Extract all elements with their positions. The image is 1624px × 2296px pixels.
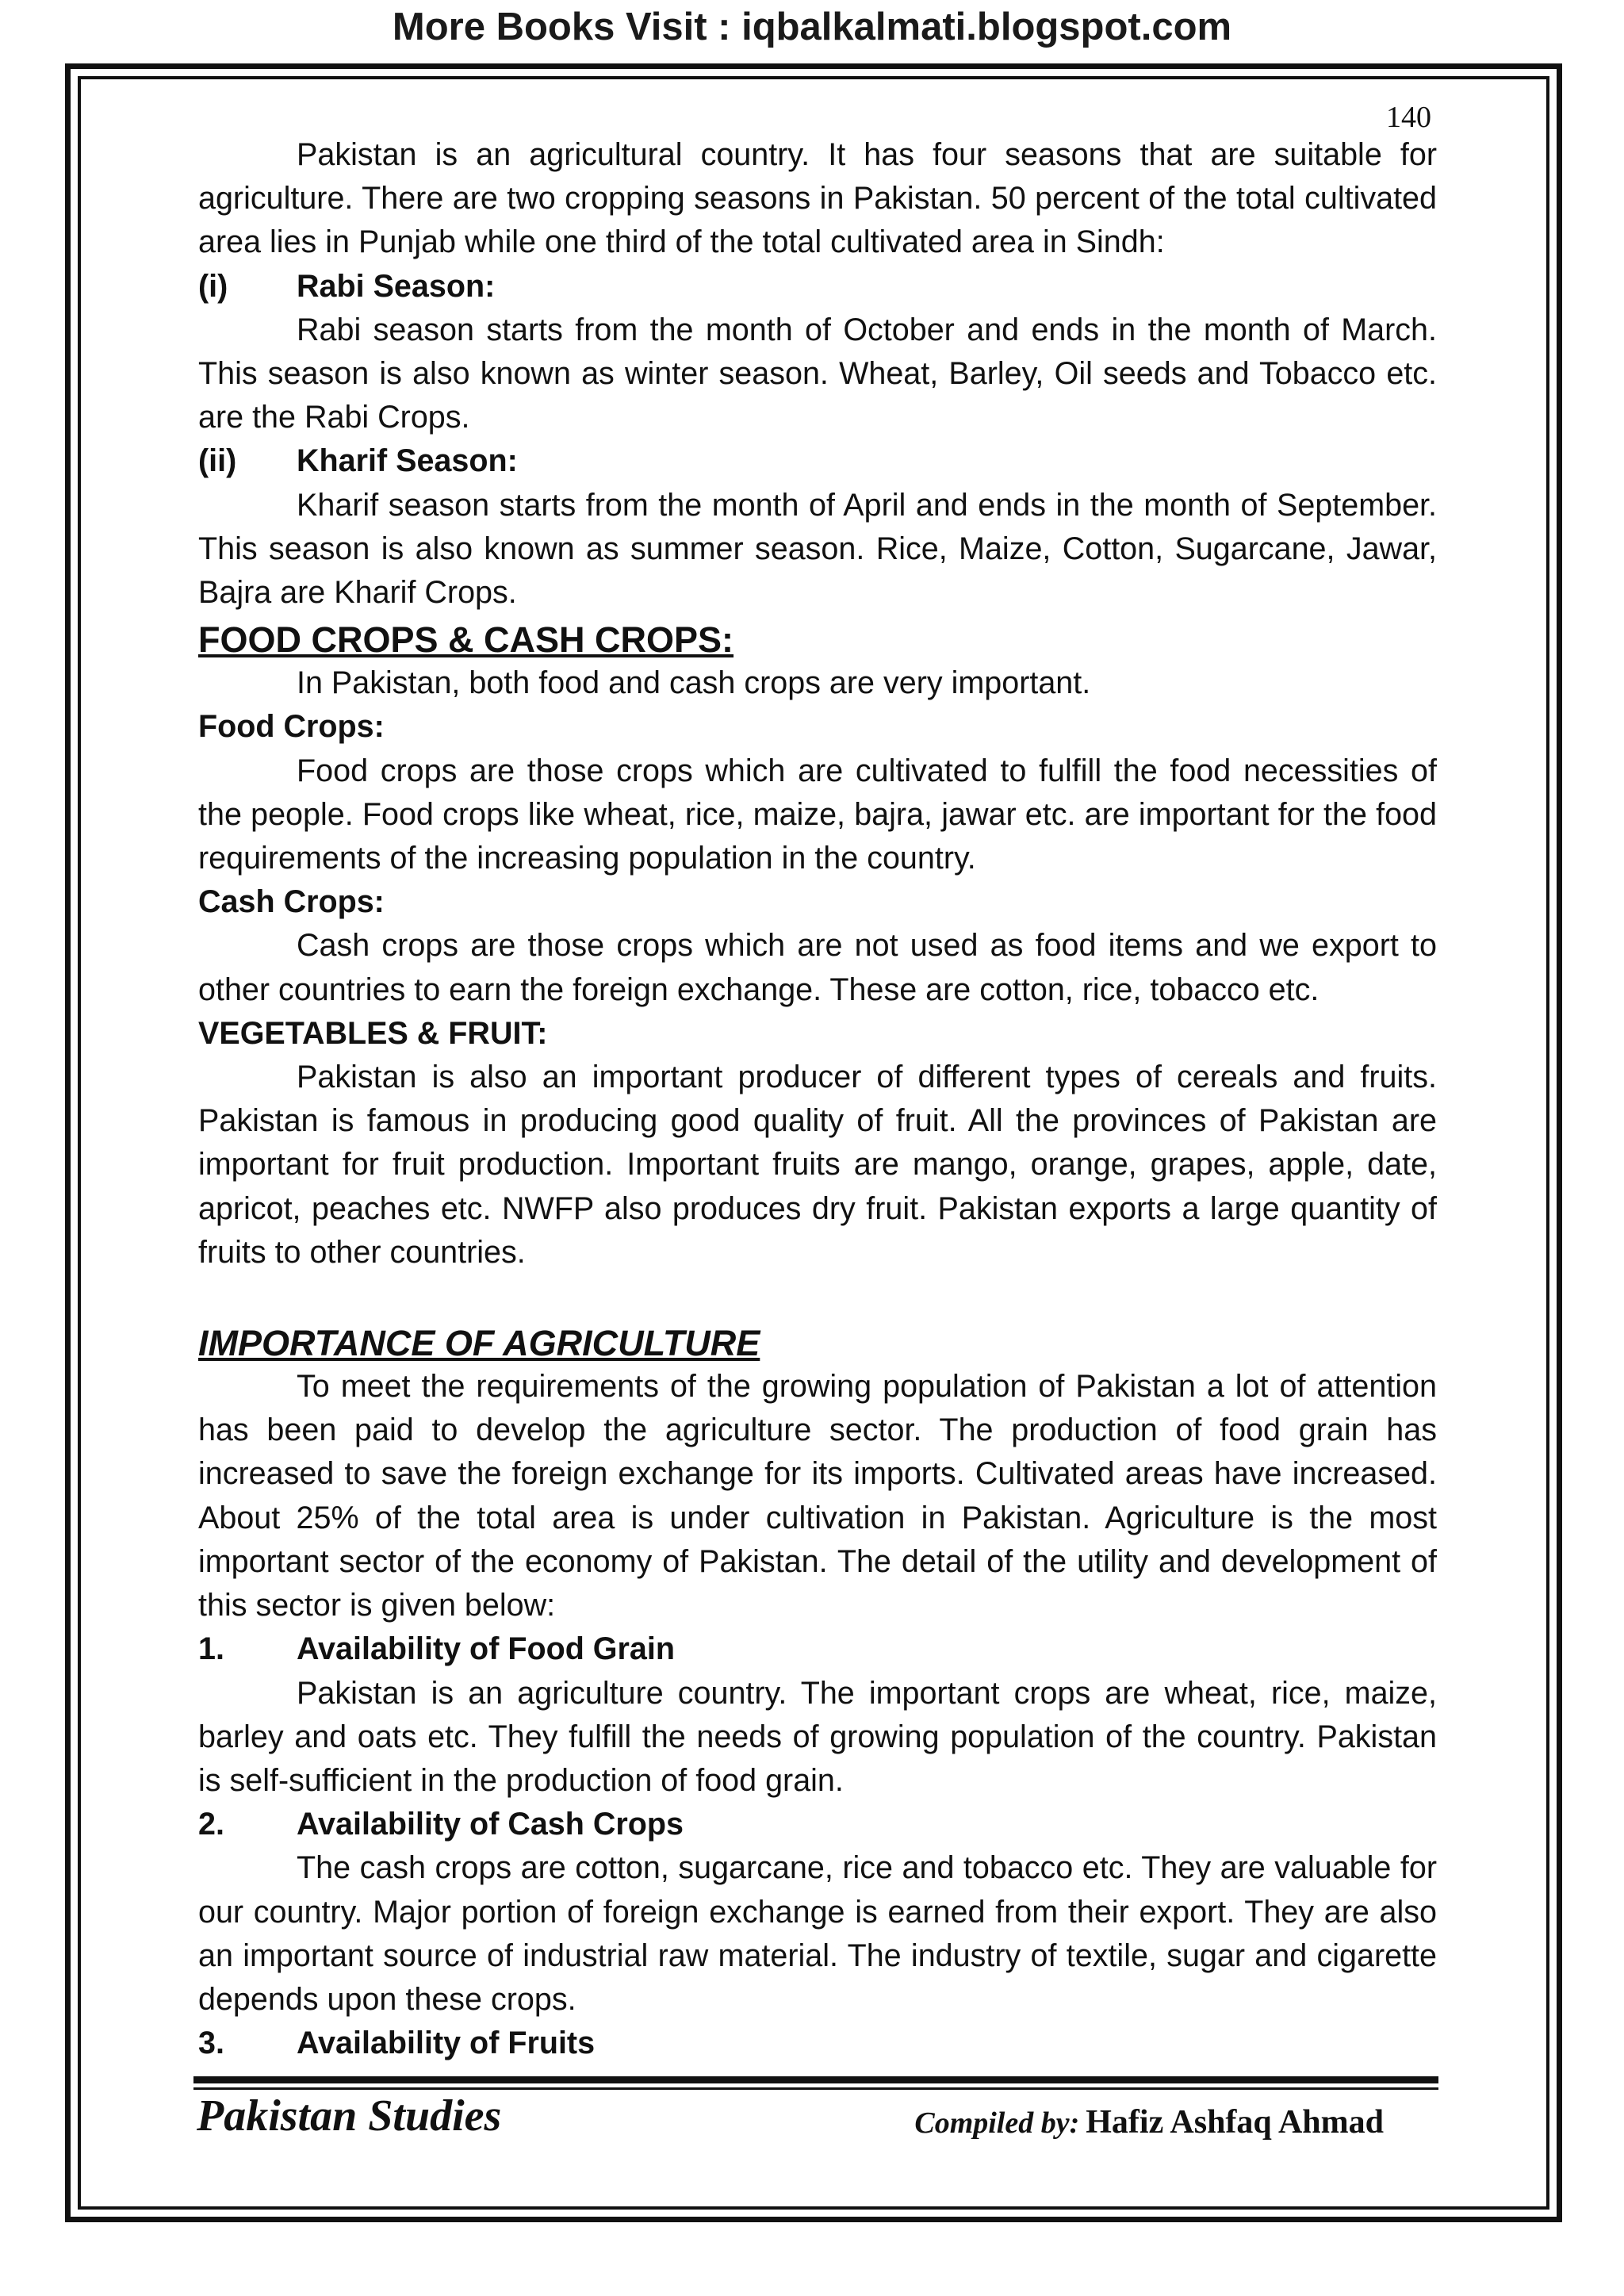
food-grain-title: Availability of Food Grain: [297, 1631, 675, 1667]
rabi-heading: [198, 265, 1437, 309]
section-spacer: [198, 1274, 1437, 1318]
fruits-availability-title: Availability of Fruits: [297, 2026, 596, 2061]
cash-crops-availability-number: 2.: [198, 1807, 224, 1842]
veg-fruit-heading: VEGETABLES & FRUIT:: [198, 1015, 548, 1051]
kharif-paragraph: Kharif season starts from the month of April and ends in the month of September. This season is also known as summer season. Rice, Maize, Cotton, Sugarcane, Jawar, Bajra are Kharif Crops.: [198, 487, 1437, 611]
intro-paragraph: Pakistan is an agricultural country. It has four seasons that are suitable for agriculture. There are two cropping seasons in Pakistan. 50 percent of the total cultivated area lies in Punjab while one third of the total cultivated area in Sindh:: [198, 137, 1437, 260]
footer-rule-thin: [193, 2087, 1438, 2090]
fruits-availability-number: 3.: [198, 2026, 224, 2061]
footer-compiled-label: Compiled by:: [914, 2106, 1080, 2140]
food-crops-paragraph: Food crops are those crops which are cultivated to fulfill the food necessities of the people. Food crops like wheat, rice, maize, bajra, jawar etc. are important for the food requirements of the increasing population in the country.: [198, 753, 1437, 876]
cash-crops-paragraph: Cash crops are those crops which are not used as food items and we export to other countries to earn the foreign exchange. These are cotton, rice, tobacco etc.: [198, 928, 1437, 1007]
rabi-number: (i): [198, 268, 228, 304]
site-banner: More Books Visit : iqbalkalmati.blogspot.com: [392, 6, 1232, 48]
cash-crops-availability-title: Availability of Cash Crops: [297, 1807, 684, 1842]
importance-intro: To meet the requirements of the growing population of Pakistan a lot of attention has been paid to develop the agriculture sector. The production of food grain has increased to save the foreign exchange for its imports. Cultivated areas have increased. About 25% of the total area is under cultivation in Pakistan. Agriculture is the most important sector of the economy of Pakistan. The detail of the utility and development of this sector is given below:: [198, 1369, 1437, 1623]
rabi-title: Rabi Season:: [297, 268, 496, 304]
kharif-heading: [198, 439, 1437, 483]
footer-book-title: Pakistan Studies: [197, 2091, 502, 2141]
kharif-number: (ii): [198, 443, 237, 479]
food-grain-number: 1.: [198, 1631, 224, 1667]
fruits-availability-heading: [198, 2022, 1437, 2065]
food-grain-paragraph: Pakistan is an agriculture country. The important crops are wheat, rice, maize, barley and oats etc. They fulfill the needs of growing population of the country. Pakistan is self-sufficient in the production of food grain.: [198, 1675, 1437, 1798]
footer-rule-thick: [193, 2076, 1438, 2083]
importance-heading: IMPORTANCE OF AGRICULTURE: [198, 1323, 760, 1364]
cash-crops-availability-heading: [198, 1803, 1437, 1846]
footer-credit: [914, 2103, 1384, 2141]
food-grain-heading: [198, 1627, 1437, 1671]
footer-author: Hafiz Ashfaq Ahmad: [1086, 2104, 1384, 2141]
kharif-title: Kharif Season:: [297, 443, 518, 479]
veg-fruit-paragraph: Pakistan is also an important producer of different types of cereals and fruits. Pakistan is famous in producing good quality of fruit. All the provinces of Pakistan are important for fruit production. Important fruits are mango, orange, grapes, apple, date, apricot, peaches etc. NWFP also produces dry fruit. Pakistan exports a large quantity of fruits to other countries.: [198, 1060, 1437, 1270]
food-crops-heading: Food Crops:: [198, 709, 385, 745]
page-content: [198, 133, 1437, 2065]
page-number: 140: [1386, 101, 1431, 134]
food-cash-intro: In Pakistan, both food and cash crops are very important.: [297, 665, 1091, 701]
cash-crops-heading: Cash Crops:: [198, 884, 385, 920]
rabi-paragraph: Rabi season starts from the month of October and ends in the month of March. This season is also known as winter season. Wheat, Barley, Oil seeds and Tobacco etc. are the Rabi Crops.: [198, 312, 1437, 435]
cash-crops-availability-paragraph: The cash crops are cotton, sugarcane, rice and tobacco etc. They are valuable for our country. Major portion of foreign exchange is earned from their export. They are also an important source of industrial raw material. The industry of textile, sugar and cigarette depends upon these crops.: [198, 1850, 1437, 2017]
food-cash-heading: FOOD CROPS & CASH CROPS:: [198, 619, 734, 661]
